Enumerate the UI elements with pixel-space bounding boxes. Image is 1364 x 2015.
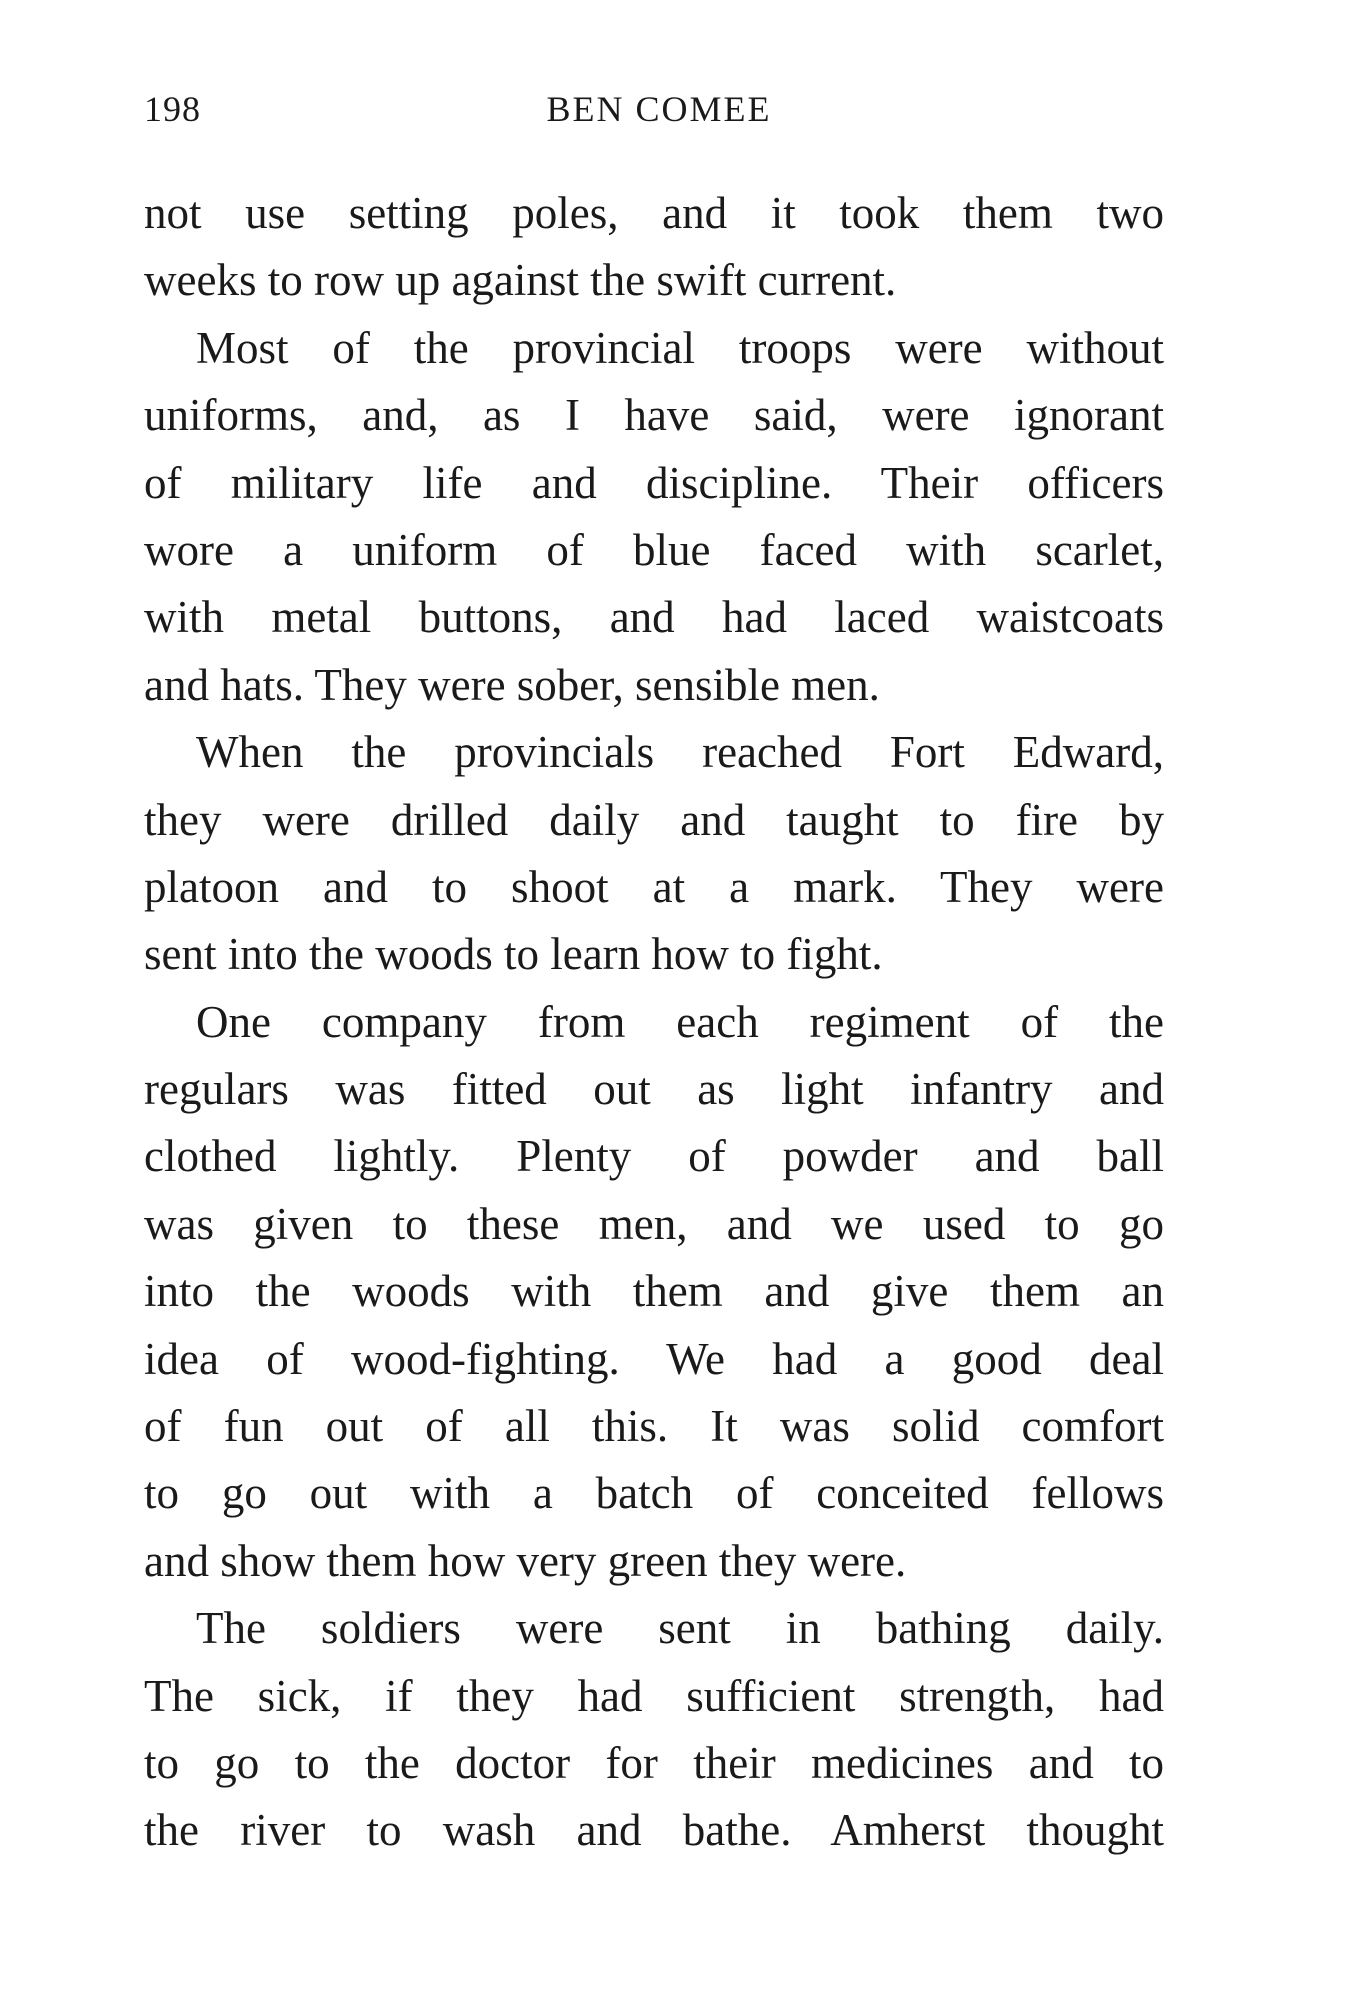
text-line: to go to the doctor for their medicines and to xyxy=(144,1737,1164,1788)
text-line: not use setting poles, and it took them two xyxy=(144,188,1164,238)
text-line: of military life and discipline. Their officers xyxy=(144,457,1164,508)
text-line: was given to these men, and we used to go xyxy=(144,1198,1164,1249)
paragraph-start-line: The soldiers were sent in bathing daily. xyxy=(196,1603,1164,1654)
text-line: sent into the woods to learn how to fight. xyxy=(144,929,883,980)
text-line: into the woods with them and give them an xyxy=(144,1266,1164,1317)
text-line: clothed lightly. Plenty of powder and ball xyxy=(144,1131,1164,1182)
text-line: uniforms, and, as I have said, were ignorant xyxy=(144,390,1164,441)
text-line: idea of wood-fighting. We had a good deal xyxy=(144,1333,1164,1384)
paragraph-start-line: One company from each regiment of the xyxy=(196,996,1164,1047)
text-line: with metal buttons, and had laced waistcoats xyxy=(144,592,1164,643)
text-line: and show them how very green they were. xyxy=(144,1535,907,1586)
paragraph-start-line: Most of the provincial troops were without xyxy=(196,322,1164,373)
text-line: wore a uniform of blue faced with scarlet, xyxy=(144,524,1164,575)
body-text xyxy=(144,180,1164,1865)
text-line: The sick, if they had sufficient strength, had xyxy=(144,1670,1164,1721)
text-line: and hats. They were sober, sensible men. xyxy=(144,659,880,710)
page-number: 198 xyxy=(144,89,201,129)
running-title: BEN COMEE xyxy=(546,89,772,129)
text-line: of fun out of all this. It was solid comfort xyxy=(144,1401,1164,1452)
text-line: they were drilled daily and taught to fire by xyxy=(144,794,1164,845)
paragraph-start-line: When the provincials reached Fort Edward, xyxy=(196,727,1164,778)
text-line: to go out with a batch of conceited fellows xyxy=(144,1468,1164,1519)
text-line: weeks to row up against the swift current. xyxy=(144,255,897,306)
running-head xyxy=(144,88,1174,148)
text-line: regulars was fitted out as light infantry and xyxy=(144,1064,1164,1115)
text-line: the river to wash and bathe. Amherst thought xyxy=(144,1805,1164,1856)
text-line: platoon and to shoot at a mark. They were xyxy=(144,861,1164,912)
